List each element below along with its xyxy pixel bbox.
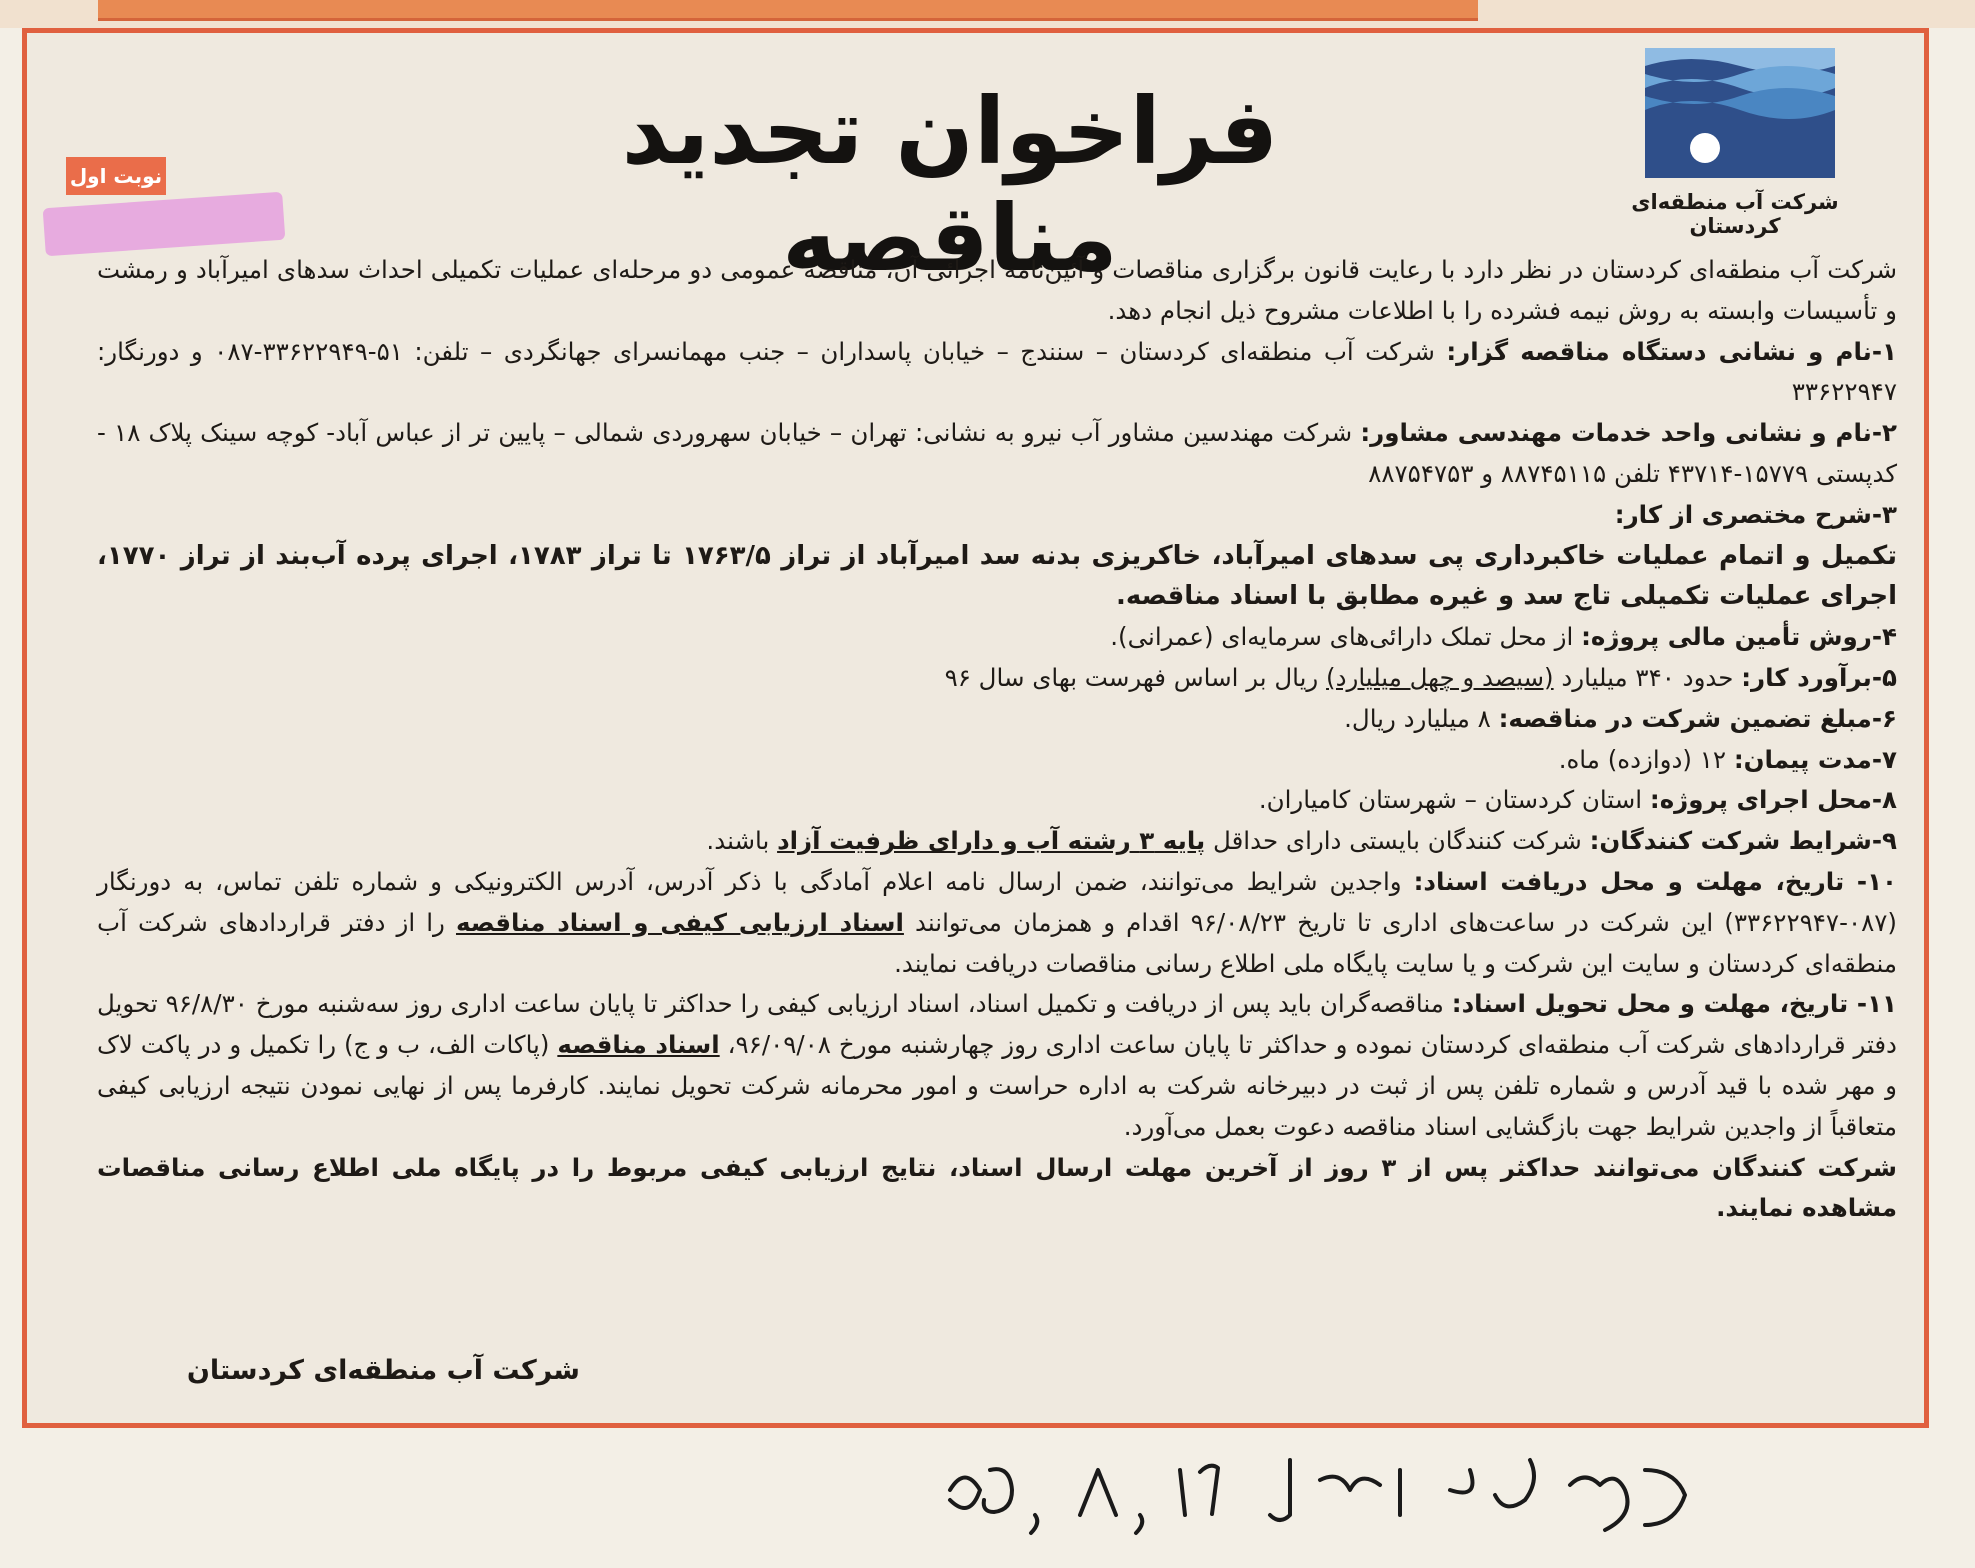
item-8-text: استان کردستان – شهرستان کامیاران.: [1258, 785, 1643, 815]
item-11-text-a: مناقصه‌گران باید پس از دریافت و تکمیل اسناد، اسناد ارزیابی کیفی را حداکثر تا پایان ساعت اداری روز سه‌شنبه مورخ ۹۶/۸/۳۰ تحویل دفتر قراردادهای شرکت آب منطقه‌ای کردستان نموده و حداکثر تا پایان ساعت اداری روز چهارشنبه مورخ ۹۶/۰۹/۰۸،: [97, 989, 1897, 1060]
item-2: [97, 413, 1897, 495]
item-10-label: ۱۰- تاریخ، مهلت و محل دریافت اسناد:: [1413, 866, 1897, 896]
item-3: [97, 495, 1897, 536]
notice-body: [97, 250, 1897, 1229]
item-6-label: ۶-مبلغ تضمین شرکت در مناقصه:: [1498, 703, 1897, 733]
item-11-text-b: (پاکات الف، ب و ج) را تکمیل و در پاکت لاک و مهر شده با قید آدرس و شماره تلفن پس از ثبت در دبیرخانه شرکت به اداره حراست و امور محرمانه شرکت تحویل نمایند. کارفرما پس از نهایی نمودن نتیجه ارزیابی کیفی متعاقباً از واجدین شرایط جهت بازگشایی اسناد مناقصه دعوت بعمل می‌آورد.: [97, 1030, 1897, 1141]
org-logo-caption: شرکت آب منطقه‌ای کردستان: [1631, 190, 1839, 238]
item-8: [97, 780, 1897, 821]
item-7-text: ۱۲ (دوازده) ماه.: [1558, 744, 1727, 774]
closing-paragraph: [97, 1148, 1897, 1230]
item-9-text-a: شرکت کنندگان بایستی دارای حداقل: [1213, 826, 1582, 856]
intro-paragraph: [97, 250, 1897, 332]
item-3-description: [97, 536, 1897, 618]
item-1: [97, 332, 1897, 414]
item-9-text-underlined: پایه ۳ رشته آب و دارای ظرفیت آزاد: [777, 826, 1206, 856]
item-5-label: ۵-برآورد کار:: [1741, 662, 1897, 692]
item-8-label: ۸-محل اجرای پروژه:: [1649, 785, 1897, 815]
item-10-text-underlined: اسناد ارزیابی کیفی و اسناد مناقصه: [455, 907, 904, 937]
item-10-text-a: واجدین شرایط می‌توانند، ضمن ارسال نامه اعلام آمادگی با ذکر آدرس، آدرس الکترونیکی و شماره تلفن تماس، به دورنگار (۰۸۷-۳۳۶۲۲۹۴۷) این شرکت در ساعت‌های اداری تا تاریخ ۹۶/۰۸/۲۳ اقدام و همزمان می‌توانند: [97, 866, 1897, 937]
item-5-text-b: ریال بر اساس فهرست بهای سال ۹۶: [944, 662, 1319, 692]
item-7-label: ۷-مدت پیمان:: [1733, 744, 1897, 774]
item-7: [97, 740, 1897, 781]
item-1-text: شرکت آب منطقه‌ای کردستان – سنندج – خیابان پاسداران – جنب مهمانسرای جهانگردی – تلفن: ۵۱-۳۳۶۲۲۹۴۹-۰۸۷ و دورنگار: ۳۳۶۲۲۹۴۷: [97, 336, 1897, 407]
item-6: [97, 699, 1897, 740]
header-band: [98, 0, 1478, 21]
item-1-label: ۱-نام و نشانی دستگاه مناقصه گزار:: [1446, 336, 1897, 366]
item-9-label: ۹-شرایط شرکت کنندگان:: [1589, 826, 1897, 856]
item-11-text-underlined: اسناد مناقصه: [557, 1030, 720, 1060]
item-6-text: ۸ میلیارد ریال.: [1344, 703, 1491, 733]
org-logo-icon: [1645, 48, 1835, 178]
round-badge: نوبت اول: [66, 157, 166, 195]
item-5-text-underlined: (سیصد و چهل میلیارد): [1326, 662, 1554, 692]
item-9: [97, 821, 1897, 862]
item-10: [97, 862, 1897, 984]
signature: شرکت آب منطقه‌ای کردستان: [186, 1355, 580, 1386]
handwritten-note: [930, 1430, 1710, 1540]
page-top-strip: [0, 0, 1975, 28]
item-4: [97, 617, 1897, 658]
notice-title: فراخوان تجدید مناقصه: [621, 78, 1279, 292]
item-3-label: ۳-شرح مختصری از کار:: [1614, 499, 1897, 529]
item-11-label: ۱۱- تاریخ، مهلت و محل تحویل اسناد:: [1451, 989, 1897, 1019]
item-3-text: تکمیل و اتمام عملیات خاکبرداری پی سدهای امیرآباد، خاکریزی بدنه سد امیرآباد از تراز ۱۷۶۳/۵ تا تراز ۱۷۸۳، اجرای پرده آب‌بند از تراز ۱۷۷۰، اجرای عملیات تکمیلی تاج سد و غیره مطابق با اسناد مناقصه.: [97, 540, 1898, 612]
item-11: [97, 984, 1897, 1147]
closing-text: شرکت کنندگان می‌توانند حداکثر پس از ۳ روز از آخرین مهلت ارسال اسناد، نتایج ارزیابی کیفی مربوط را در پایگاه ملی اطلاع رسانی مناقصات مشاهده نمایند.: [97, 1152, 1897, 1223]
item-4-label: ۴-روش تأمین مالی پروژه:: [1581, 622, 1897, 652]
item-9-text-b: باشند.: [706, 826, 770, 856]
item-5-text-a: حدود ۳۴۰ میلیارد: [1561, 662, 1734, 692]
item-5: [97, 658, 1897, 699]
item-2-text: شرکت مهندسین مشاور آب نیرو به نشانی: تهران – خیابان سهروردی شمالی – پایین تر از عباس آباد- کوچه سینک پلاک ۱۸ - کدپستی ۱۵۷۷۹-۴۳۷۱۴ تلفن ۸۸۷۴۵۱۱۵ و ۸۸۷۵۴۷۵۳: [97, 418, 1897, 488]
intro-text: شرکت آب منطقه‌ای کردستان در نظر دارد با رعایت قانون برگزاری مناقصات و آئین‌نامه اجرائی آن، مناقصه عمومی دو مرحله‌ای عملیات تکمیلی احداث سدهای امیرآباد و رمشت و تأسیسات وابسته به روش نیمه فشرده را با اطلاعات مشروح ذیل انجام دهد.: [97, 255, 1897, 325]
item-2-label: ۲-نام و نشانی واحد خدمات مهندسی مشاور:: [1360, 418, 1897, 448]
item-4-text: از محل تملک دارائی‌های سرمایه‌ای (عمرانی).: [1110, 622, 1574, 652]
item-10-text-b: را از دفتر قراردادهای شرکت آب منطقه‌ای کردستان و سایت این شرکت و یا سایت پایگاه ملی اطلاع رسانی مناقصات دریافت نمایند.: [97, 907, 1897, 978]
